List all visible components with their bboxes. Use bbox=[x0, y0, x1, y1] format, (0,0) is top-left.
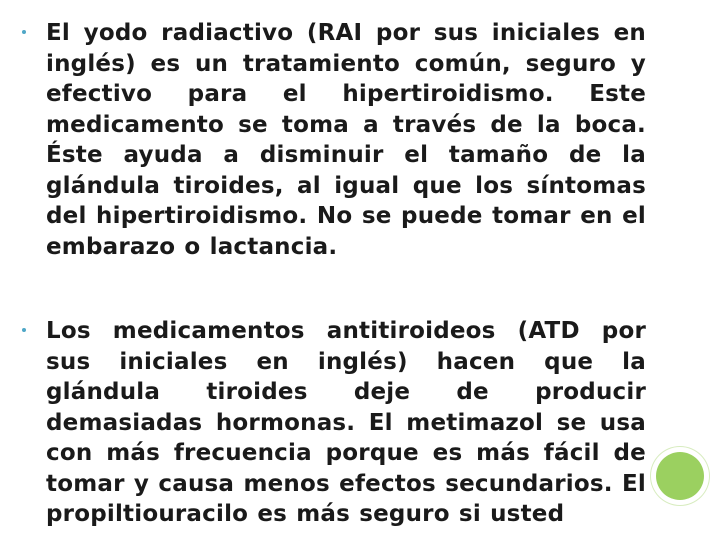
bullet-text-atd: Los medicamentos antitiroideos (ATD por sus iniciales en inglés) hacen que la glándula tiroides deje de producir demasiadas hormonas. El metimazol se usa con más frecuencia porque es más fácil de tomar y causa menos efectos secundarios. El propiltiouracilo es más seguro si usted bbox=[46, 318, 646, 527]
decorative-green-circle-icon bbox=[656, 452, 704, 500]
bullet-text-rai: El yodo radiactivo (RAI por sus iniciales en inglés) es un tratamiento común, seguro y efectivo para el hipertiroidismo. Este medicamento se toma a través de la boca. Éste ayuda a disminuir el tamaño de la glándula tiroides, al igual que los síntomas del hipertiroidismo. No se puede tomar en el embarazo o lactancia. bbox=[46, 20, 646, 260]
bullet-dot-icon bbox=[22, 328, 26, 332]
bullet-dot-icon bbox=[22, 30, 26, 34]
